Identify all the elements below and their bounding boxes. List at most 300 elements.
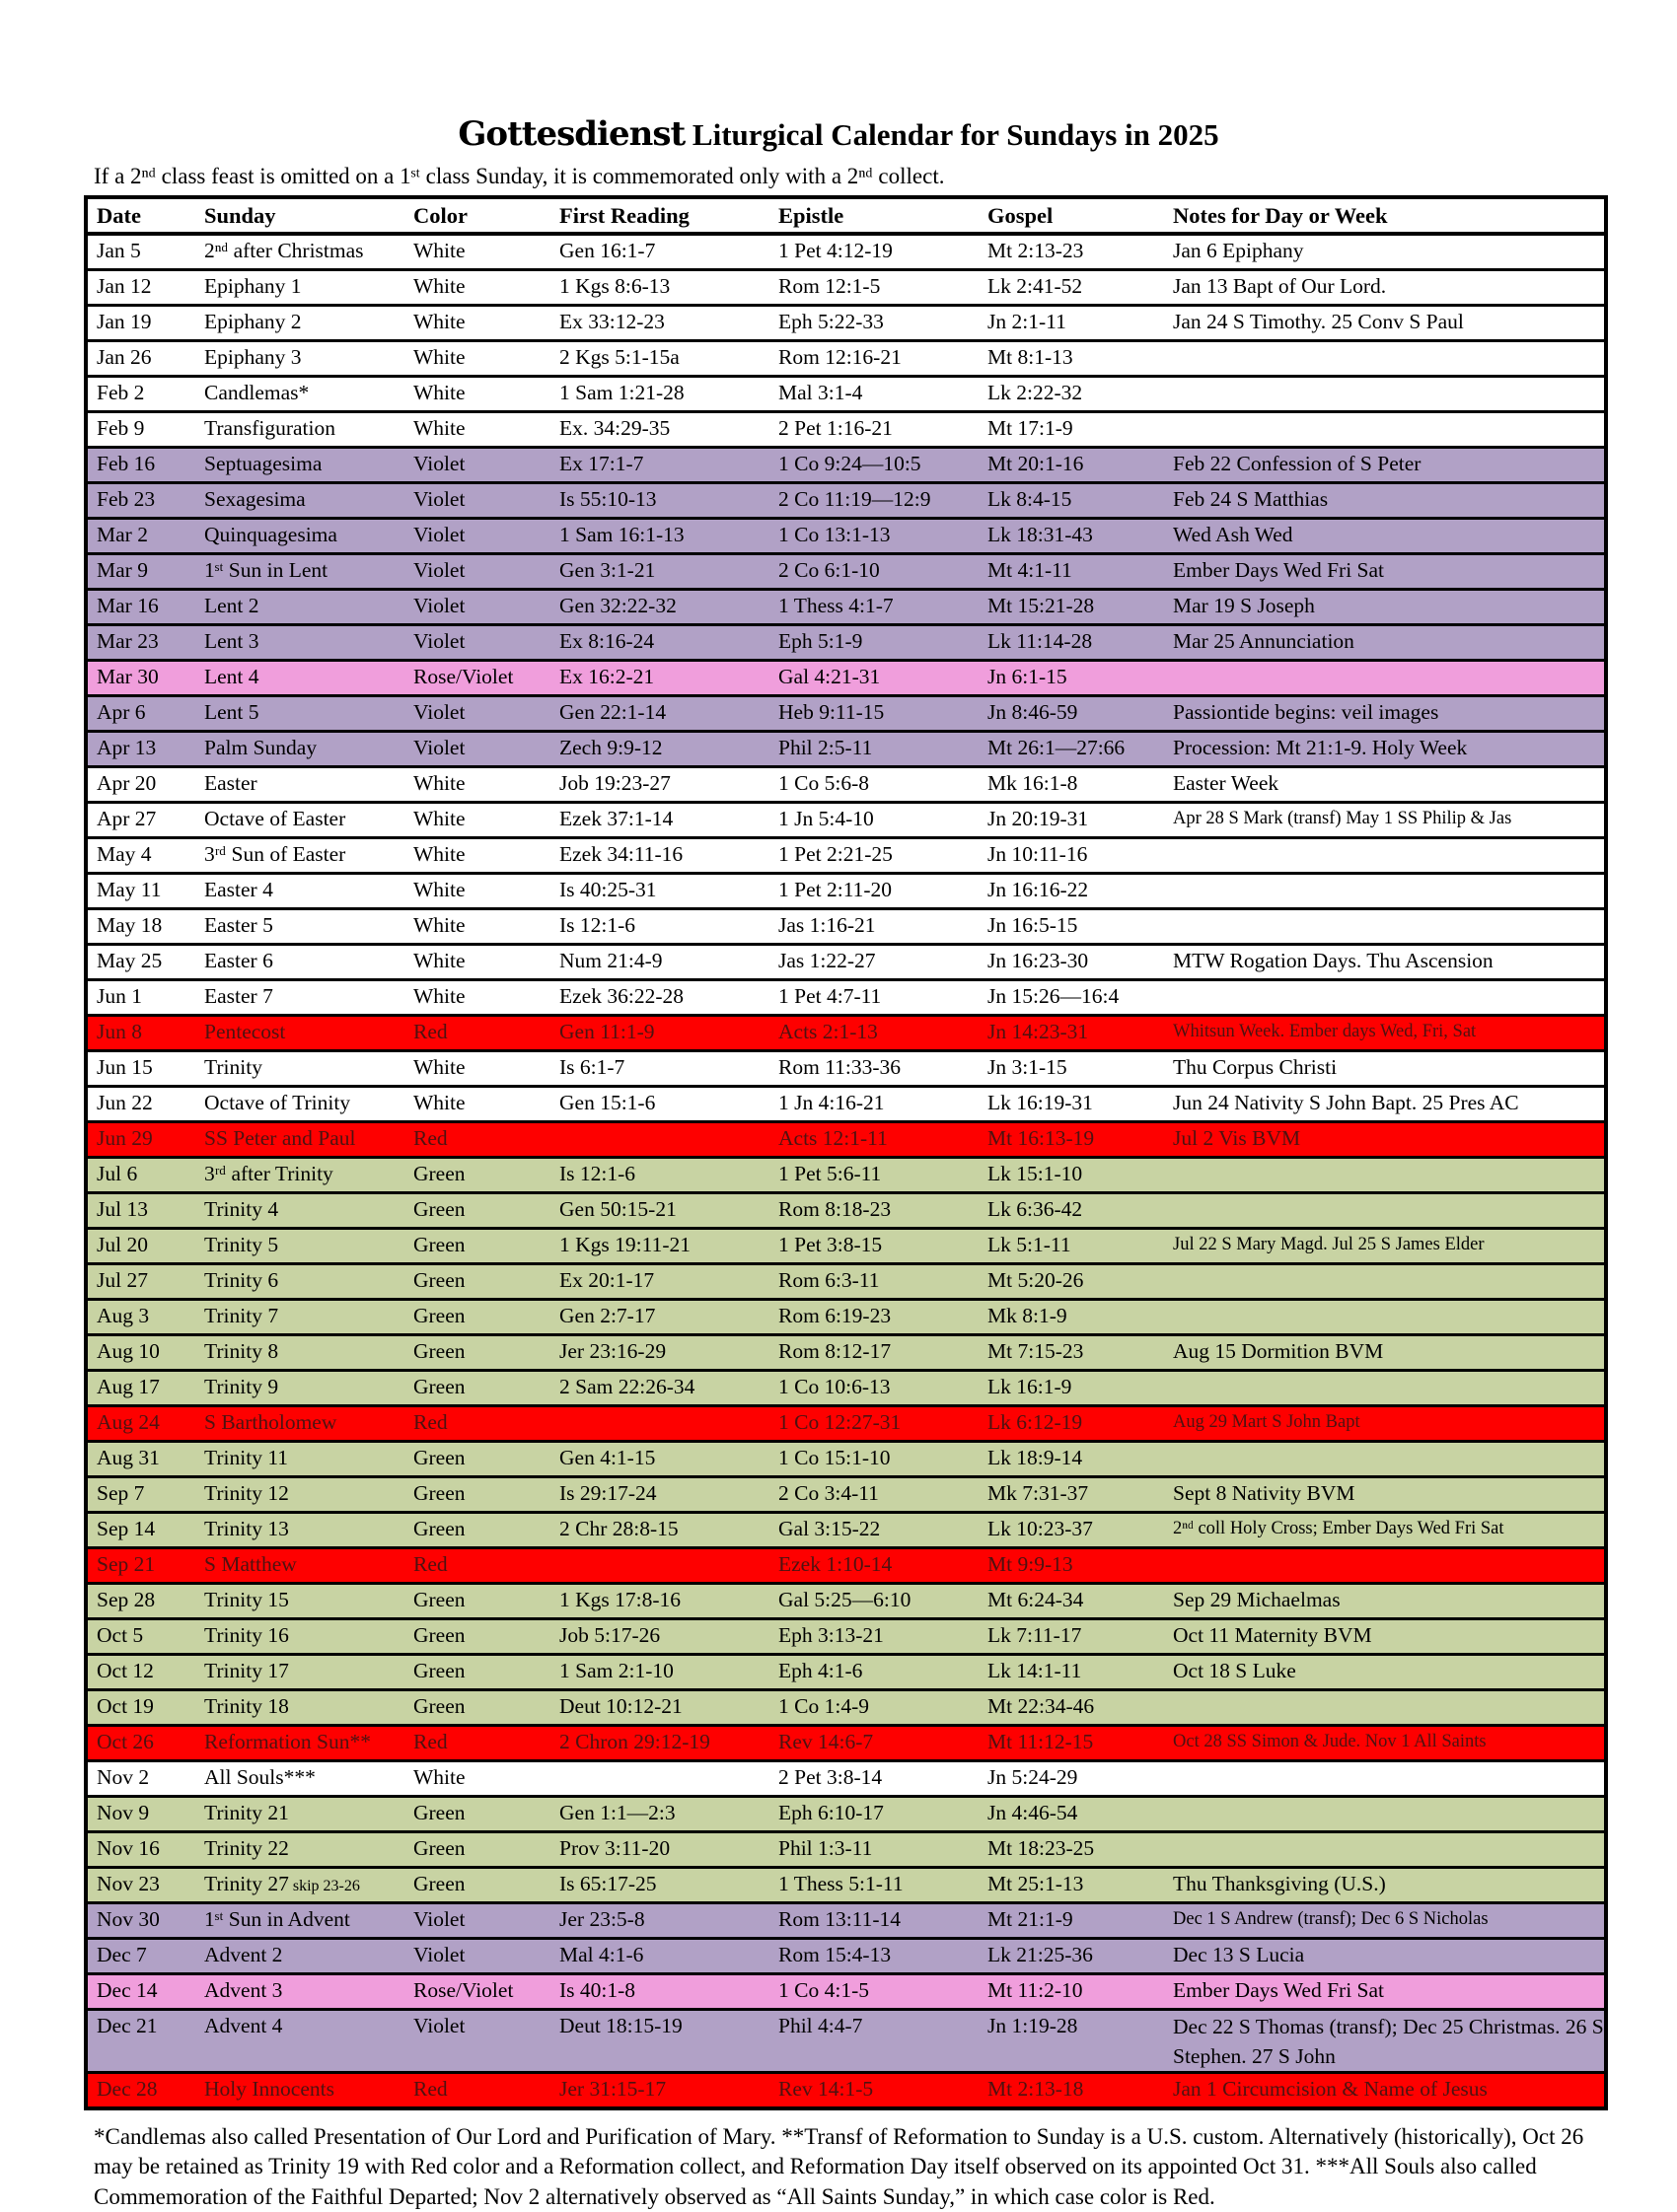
table-row — [88, 1085, 1604, 1120]
cell-color: Green — [413, 1694, 466, 1718]
cell-notes: Ember Days Wed Fri Sat — [1173, 558, 1385, 582]
cell-notes: Ember Days Wed Fri Sat — [1173, 1978, 1385, 2002]
cell-notes: Passiontide begins: veil images — [1173, 700, 1439, 724]
cell-gospel: Lk 2:22-32 — [987, 381, 1083, 404]
cell-first-reading: Gen 16:1-7 — [559, 239, 656, 262]
cell-first-reading: 1 Kgs 17:8-16 — [559, 1588, 682, 1611]
cell-epistle: Rom 11:33-36 — [778, 1055, 902, 1079]
col-header-color: Color — [413, 203, 468, 228]
col-header-sunday: Sunday — [204, 203, 276, 228]
cell-gospel: Jn 2:1-11 — [987, 310, 1066, 333]
cell-notes: Mar 19 S Joseph — [1173, 594, 1315, 617]
cell-date: Feb 23 — [97, 487, 156, 511]
col-header-first-reading: First Reading — [559, 203, 690, 228]
cell-epistle: Mal 3:1-4 — [778, 381, 863, 404]
cell-color: White — [413, 239, 466, 262]
cell-notes: Easter Week — [1173, 771, 1279, 795]
cell-date: Mar 9 — [97, 558, 148, 582]
cell-epistle: Eph 5:22-33 — [778, 310, 884, 333]
cell-date: Jul 6 — [97, 1162, 138, 1185]
cell-gospel: Lk 11:14-28 — [987, 629, 1093, 653]
cell-gospel: Mt 11:12-15 — [987, 1730, 1094, 1753]
cell-date: Nov 16 — [97, 1836, 160, 1860]
cell-color: Violet — [413, 452, 466, 475]
cell-color: Green — [413, 1659, 466, 1682]
cell-color: White — [413, 381, 466, 404]
page-title — [0, 114, 1677, 154]
cell-date: Apr 20 — [97, 771, 157, 795]
cell-date: Sep 7 — [97, 1481, 145, 1505]
cell-gospel: Mt 2:13-23 — [987, 239, 1084, 262]
cell-sunday: Trinity 6 — [204, 1268, 279, 1292]
cell-color: White — [413, 842, 466, 866]
cell-date: Dec 14 — [97, 1978, 158, 2002]
cell-epistle: Rom 12:16-21 — [778, 345, 902, 369]
cell-epistle: Gal 5:25—6:10 — [778, 1588, 911, 1611]
cell-first-reading: Is 40:25-31 — [559, 878, 657, 901]
table-row — [88, 1830, 1604, 1866]
cell-notes — [1173, 662, 1604, 694]
cell-sunday: Easter 4 — [204, 878, 273, 901]
cell-date: Oct 5 — [97, 1623, 144, 1647]
cell-first-reading — [559, 1407, 778, 1440]
cell-epistle: 1 Co 15:1-10 — [778, 1446, 891, 1469]
cell-first-reading: Job 5:17-26 — [559, 1623, 661, 1647]
cell-color: Rose/Violet — [413, 665, 514, 688]
cell-color: Green — [413, 1801, 466, 1824]
cell-epistle: Phil 2:5-11 — [778, 736, 873, 759]
cell-color: Green — [413, 1233, 466, 1256]
cell-gospel: Mk 7:31-37 — [987, 1481, 1089, 1505]
cell-color: Red — [413, 2077, 448, 2101]
cell-gospel: Jn 5:24-29 — [987, 1765, 1078, 1789]
table-row — [88, 1369, 1604, 1404]
cell-notes: Mar 25 Annunciation — [1173, 629, 1354, 653]
cell-date: Sep 14 — [97, 1517, 156, 1540]
table-row — [88, 765, 1604, 801]
cell-epistle: 1 Pet 4:12-19 — [778, 239, 893, 262]
cell-sunday: Trinity 12 — [204, 1481, 289, 1505]
cell-date: Feb 9 — [97, 416, 145, 440]
cell-epistle: Gal 3:15-22 — [778, 1517, 881, 1540]
cell-color: Violet — [413, 1907, 466, 1931]
cell-color: Violet — [413, 558, 466, 582]
cell-color: White — [413, 1091, 466, 1114]
table-row — [88, 1014, 1604, 1049]
cell-notes — [1173, 910, 1604, 943]
cell-first-reading: Gen 50:15-21 — [559, 1197, 677, 1221]
cell-gospel: Mt 21:1-9 — [987, 1907, 1073, 1931]
cell-color: White — [413, 771, 466, 795]
cell-date: May 4 — [97, 842, 152, 866]
cell-sunday: Easter 5 — [204, 913, 273, 937]
cell-color: White — [413, 807, 466, 830]
cell-epistle: 1 Co 13:1-13 — [778, 523, 891, 546]
cell-notes: Thu Corpus Christi — [1173, 1055, 1338, 1079]
cell-gospel: Jn 3:1-15 — [987, 1055, 1067, 1079]
cell-notes: Oct 18 S Luke — [1173, 1659, 1296, 1682]
cell-epistle: 2 Pet 3:8-14 — [778, 1765, 883, 1789]
cell-sunday: Trinity 18 — [204, 1694, 289, 1718]
cell-date: May 11 — [97, 878, 162, 901]
cell-date: Aug 3 — [97, 1304, 150, 1327]
cell-gospel: Mk 8:1-9 — [987, 1304, 1067, 1327]
table-row — [88, 2008, 1604, 2071]
table-row — [88, 801, 1604, 836]
cell-sunday: Trinity 27 skip 23-26 — [204, 1872, 360, 1895]
cell-epistle: Phil 4:4-7 — [778, 2014, 863, 2037]
cell-first-reading: Jer 23:5-8 — [559, 1907, 645, 1931]
cell-date: Jun 29 — [97, 1126, 153, 1150]
cell-gospel: Jn 16:5-15 — [987, 913, 1078, 937]
cell-color: Violet — [413, 629, 466, 653]
cell-color: White — [413, 984, 466, 1008]
table-row — [88, 1653, 1604, 1688]
cell-date: Aug 24 — [97, 1410, 160, 1434]
cell-sunday: 3ʳᵈ Sun of Easter — [204, 842, 346, 866]
cell-sunday: Palm Sunday — [204, 736, 318, 759]
cell-epistle: Rom 8:12-17 — [778, 1339, 892, 1363]
cell-notes — [1173, 1159, 1604, 1191]
cell-color: White — [413, 274, 466, 298]
cell-color: Green — [413, 1872, 466, 1895]
cell-date: Dec 7 — [97, 1943, 147, 1966]
cell-notes: Sep 29 Michaelmas — [1173, 1588, 1341, 1611]
cell-first-reading: Num 21:4-9 — [559, 949, 663, 972]
table-row — [88, 1440, 1604, 1475]
cell-notes: Jul 22 S Mary Magd. Jul 25 S James Elder — [1173, 1235, 1485, 1254]
cell-gospel: Lk 18:9-14 — [987, 1446, 1083, 1469]
cell-notes — [1173, 1372, 1604, 1404]
cell-epistle: Eph 6:10-17 — [778, 1801, 884, 1824]
cell-sunday: Trinity 15 — [204, 1588, 289, 1611]
cell-first-reading: Ex 17:1-7 — [559, 452, 644, 475]
cell-first-reading: Is 55:10-13 — [559, 487, 657, 511]
cell-first-reading: Ezek 37:1-14 — [559, 807, 674, 830]
cell-color: White — [413, 345, 466, 369]
cell-gospel: Jn 14:23-31 — [987, 1020, 1089, 1043]
cell-gospel: Jn 20:19-31 — [987, 807, 1089, 830]
table-row — [88, 907, 1604, 943]
cell-sunday: All Souls*** — [204, 1765, 316, 1789]
cell-epistle: Heb 9:11-15 — [778, 700, 885, 724]
cell-first-reading: Is 6:1-7 — [559, 1055, 625, 1079]
table-row — [88, 268, 1604, 304]
cell-gospel: Lk 10:23-37 — [987, 1517, 1093, 1540]
cell-epistle: 1 Co 1:4-9 — [778, 1694, 869, 1718]
cell-sunday: Pentecost — [204, 1020, 286, 1043]
cell-color: Green — [413, 1197, 466, 1221]
cell-sunday: Lent 4 — [204, 665, 259, 688]
cell-gospel: Lk 16:19-31 — [987, 1091, 1093, 1114]
cell-notes — [1173, 839, 1604, 872]
cell-first-reading: Ezek 36:22-28 — [559, 984, 684, 1008]
cell-first-reading: Is 12:1-6 — [559, 913, 636, 937]
cell-first-reading: 2 Chron 29:12-19 — [559, 1730, 710, 1753]
cell-gospel: Lk 14:1-11 — [987, 1659, 1082, 1682]
cell-sunday: Advent 4 — [204, 2014, 283, 2037]
cell-date: Nov 2 — [97, 1765, 150, 1789]
cell-notes — [1173, 1549, 1604, 1582]
cell-sunday: Lent 3 — [204, 629, 259, 653]
cell-epistle: 1 Co 5:6-8 — [778, 771, 869, 795]
cell-sunday: 2ⁿᵈ after Christmas — [204, 239, 364, 262]
cell-color: Red — [413, 1730, 448, 1753]
table-row — [88, 1546, 1604, 1582]
cell-epistle: Ezek 1:10-14 — [778, 1552, 893, 1576]
cell-gospel: Lk 2:41-52 — [987, 274, 1083, 298]
table-row — [88, 836, 1604, 872]
table-row — [88, 1049, 1604, 1085]
cell-sunday: Easter 6 — [204, 949, 273, 972]
cell-date: Jun 15 — [97, 1055, 153, 1079]
cell-date: Apr 13 — [97, 736, 157, 759]
cell-sunday: Trinity 4 — [204, 1197, 279, 1221]
cell-sunday: Septuagesima — [204, 452, 323, 475]
table-row — [88, 375, 1604, 410]
table-row — [88, 1120, 1604, 1156]
cell-first-reading: Gen 4:1-15 — [559, 1446, 656, 1469]
table-row — [88, 1617, 1604, 1653]
cell-first-reading: Ezek 34:11-16 — [559, 842, 684, 866]
cell-gospel: Lk 21:25-36 — [987, 1943, 1093, 1966]
cell-color: Red — [413, 1410, 448, 1434]
cell-first-reading: Gen 15:1-6 — [559, 1091, 656, 1114]
cell-sunday: Trinity 17 — [204, 1659, 289, 1682]
cell-epistle: 1 Co 10:6-13 — [778, 1375, 891, 1398]
cell-color: Rose/Violet — [413, 1978, 514, 2002]
cell-gospel: Lk 18:31-43 — [987, 523, 1093, 546]
cell-sunday: Advent 3 — [204, 1978, 283, 2002]
table-row — [88, 552, 1604, 588]
col-header-date: Date — [97, 203, 141, 228]
cell-gospel: Lk 15:1-10 — [987, 1162, 1083, 1185]
cell-sunday: Epiphany 2 — [204, 310, 302, 333]
cell-first-reading: Is 65:17-25 — [559, 1872, 657, 1895]
cell-gospel: Mt 7:15-23 — [987, 1339, 1084, 1363]
table-row — [88, 1901, 1604, 1937]
table-row — [88, 1404, 1604, 1440]
cell-notes: Dec 1 S Andrew (transf); Dec 6 S Nicholas — [1173, 1909, 1489, 1929]
cell-gospel: Mt 5:20-26 — [987, 1268, 1084, 1292]
brand-wordmark: Gottesdienst — [458, 114, 686, 154]
cell-first-reading — [559, 1123, 778, 1156]
cell-gospel: Lk 16:1-9 — [987, 1375, 1072, 1398]
cell-epistle: Acts 12:1-11 — [778, 1126, 888, 1150]
cell-date: Aug 10 — [97, 1339, 160, 1363]
table-row — [88, 1724, 1604, 1759]
cell-date: Dec 28 — [97, 2077, 158, 2101]
table-row — [88, 1795, 1604, 1830]
cell-epistle: Rom 6:3-11 — [778, 1268, 880, 1292]
table-row — [88, 943, 1604, 978]
table-row — [88, 1759, 1604, 1795]
cell-epistle: 1 Pet 2:21-25 — [778, 842, 893, 866]
cell-color: Violet — [413, 487, 466, 511]
cell-color: Violet — [413, 736, 466, 759]
table-row — [88, 1475, 1604, 1511]
cell-sunday: 1ˢᵗ Sun in Advent — [204, 1907, 350, 1931]
cell-notes: Sept 8 Nativity BVM — [1173, 1481, 1355, 1505]
cell-color: Green — [413, 1481, 466, 1505]
cell-gospel: Jn 16:23-30 — [987, 949, 1089, 972]
cell-date: May 18 — [97, 913, 163, 937]
cell-date: Jun 22 — [97, 1091, 153, 1114]
cell-sunday: Advent 2 — [204, 1943, 283, 1966]
cell-first-reading: Deut 18:15-19 — [559, 2014, 683, 2037]
table-row — [88, 339, 1604, 375]
cell-first-reading: Ex 33:12-23 — [559, 310, 665, 333]
cell-first-reading: 1 Sam 1:21-28 — [559, 381, 685, 404]
cell-sunday: Easter 7 — [204, 984, 273, 1008]
col-header-epistle: Epistle — [778, 203, 844, 228]
cell-date: Oct 12 — [97, 1659, 154, 1682]
cell-epistle: Jas 1:22-27 — [778, 949, 876, 972]
cell-notes — [1173, 1443, 1604, 1475]
cell-sunday: Epiphany 1 — [204, 274, 302, 298]
cell-notes: Thu Thanksgiving (U.S.) — [1173, 1872, 1386, 1895]
cell-sunday: Octave of Easter — [204, 807, 346, 830]
table-row — [88, 1937, 1604, 1972]
table-row — [88, 1972, 1604, 2008]
cell-gospel: Lk 8:4-15 — [987, 487, 1072, 511]
cell-notes: Apr 28 S Mark (transf) May 1 SS Philip & Jas — [1173, 809, 1512, 828]
cell-notes: Jun 24 Nativity S John Bapt. 25 Pres AC — [1173, 1091, 1519, 1114]
cell-notes — [1173, 1301, 1604, 1333]
cell-sunday: S Matthew — [204, 1552, 297, 1576]
table-row — [88, 659, 1604, 694]
cell-sunday: S Bartholomew — [204, 1410, 337, 1434]
cell-epistle: Eph 3:13-21 — [778, 1623, 884, 1647]
cell-notes: Feb 22 Confession of S Peter — [1173, 452, 1422, 475]
cell-color: Red — [413, 1552, 448, 1576]
cell-first-reading: 2 Sam 22:26-34 — [559, 1375, 695, 1398]
cell-sunday: Transfiguration — [204, 416, 335, 440]
cell-epistle: Acts 2:1-13 — [778, 1020, 878, 1043]
cell-color: Green — [413, 1446, 466, 1469]
cell-first-reading: Is 12:1-6 — [559, 1162, 636, 1185]
cell-sunday: Trinity — [204, 1055, 262, 1079]
cell-first-reading: Gen 2:7-17 — [559, 1304, 656, 1327]
cell-epistle: 2 Pet 1:16-21 — [778, 416, 893, 440]
table-row — [88, 588, 1604, 623]
cell-color: White — [413, 878, 466, 901]
cell-notes: Jul 2 Vis BVM — [1173, 1126, 1301, 1150]
cell-sunday: Trinity 13 — [204, 1517, 289, 1540]
cell-date: Apr 27 — [97, 807, 157, 830]
cell-epistle: 1 Thess 4:1-7 — [778, 594, 894, 617]
cell-date: Mar 2 — [97, 523, 148, 546]
col-header-gospel: Gospel — [987, 203, 1054, 228]
cell-gospel: Jn 1:19-28 — [987, 2014, 1078, 2037]
cell-epistle: 2 Co 3:4-11 — [778, 1481, 879, 1505]
cell-epistle: 1 Co 9:24—10:5 — [778, 452, 921, 475]
col-header-notes: Notes for Day or Week — [1173, 203, 1388, 228]
cell-color: Green — [413, 1836, 466, 1860]
cell-gospel: Jn 8:46-59 — [987, 700, 1078, 724]
cell-first-reading: 1 Sam 2:1-10 — [559, 1659, 674, 1682]
cell-notes — [1173, 981, 1604, 1014]
cell-epistle: 1 Jn 5:4-10 — [778, 807, 874, 830]
cell-sunday: Octave of Trinity — [204, 1091, 351, 1114]
table-body — [88, 236, 1604, 2106]
cell-color: White — [413, 1765, 466, 1789]
table-row — [88, 1156, 1604, 1191]
cell-color: White — [413, 416, 466, 440]
cell-first-reading: Prov 3:11-20 — [559, 1836, 671, 1860]
cell-date: Jul 13 — [97, 1197, 148, 1221]
cell-notes: Dec 13 S Lucia — [1173, 1943, 1305, 1966]
cell-first-reading — [559, 1549, 778, 1582]
cell-notes — [1173, 1833, 1604, 1866]
cell-epistle: Jas 1:16-21 — [778, 913, 876, 937]
cell-date: Jun 1 — [97, 984, 142, 1008]
cell-first-reading: 1 Sam 16:1-13 — [559, 523, 685, 546]
title-text: Liturgical Calendar for Sundays in 2025 — [685, 117, 1219, 152]
cell-first-reading: Ex 20:1-17 — [559, 1268, 655, 1292]
cell-notes — [1173, 1691, 1604, 1724]
cell-date: Sep 21 — [97, 1552, 156, 1576]
cell-first-reading: Is 29:17-24 — [559, 1481, 657, 1505]
cell-color: Violet — [413, 523, 466, 546]
cell-notes: Aug 15 Dormition BVM — [1173, 1339, 1384, 1363]
cell-notes — [1173, 1194, 1604, 1227]
table-row — [88, 1227, 1604, 1262]
calendar-table — [84, 195, 1608, 2110]
cell-gospel: Mt 8:1-13 — [987, 345, 1073, 369]
cell-sunday: Quinquagesima — [204, 523, 337, 546]
cell-sunday: Trinity 11 — [204, 1446, 289, 1469]
table-row — [88, 446, 1604, 481]
cell-notes: MTW Rogation Days. Thu Ascension — [1173, 949, 1494, 972]
cell-sunday: 1ˢᵗ Sun in Lent — [204, 558, 328, 582]
table-row — [88, 694, 1604, 730]
table-row — [88, 304, 1604, 339]
cell-epistle: 1 Co 12:27-31 — [778, 1410, 902, 1434]
cell-epistle: 2 Co 11:19—12:9 — [778, 487, 931, 511]
cell-gospel: Mt 4:1-11 — [987, 558, 1072, 582]
cell-gospel: Mt 20:1-16 — [987, 452, 1084, 475]
cell-color: Green — [413, 1304, 466, 1327]
cell-gospel: Lk 6:36-42 — [987, 1197, 1083, 1221]
cell-gospel: Mt 16:13-19 — [987, 1126, 1095, 1150]
cell-date: Aug 17 — [97, 1375, 160, 1398]
cell-color: Violet — [413, 1943, 466, 1966]
cell-sunday: Trinity 5 — [204, 1233, 279, 1256]
table-row — [88, 1582, 1604, 1617]
cell-color: Violet — [413, 594, 466, 617]
cell-date: Mar 23 — [97, 629, 159, 653]
cell-date: Mar 16 — [97, 594, 159, 617]
cell-first-reading: Jer 23:16-29 — [559, 1339, 667, 1363]
cell-notes: Aug 29 Mart S John Bapt — [1173, 1412, 1360, 1432]
cell-first-reading: Mal 4:1-6 — [559, 1943, 644, 1966]
cell-date: Jan 26 — [97, 345, 152, 369]
cell-epistle: Rom 12:1-5 — [778, 274, 881, 298]
cell-sunday: Epiphany 3 — [204, 345, 302, 369]
table-row — [88, 481, 1604, 517]
table-row — [88, 1866, 1604, 1901]
cell-color: Green — [413, 1162, 466, 1185]
cell-color: Green — [413, 1623, 466, 1647]
cell-first-reading: Gen 11:1-9 — [559, 1020, 655, 1043]
cell-first-reading: Gen 32:22-32 — [559, 594, 677, 617]
cell-notes: 2ⁿᵈ coll Holy Cross; Ember Days Wed Fri Sat — [1173, 1519, 1504, 1538]
cell-notes: Oct 28 SS Simon & Jude. Nov 1 All Saints — [1173, 1732, 1487, 1751]
cell-notes: Jan 6 Epiphany — [1173, 239, 1304, 262]
cell-first-reading: Gen 22:1-14 — [559, 700, 667, 724]
cell-epistle: Rev 14:1-5 — [778, 2077, 874, 2101]
